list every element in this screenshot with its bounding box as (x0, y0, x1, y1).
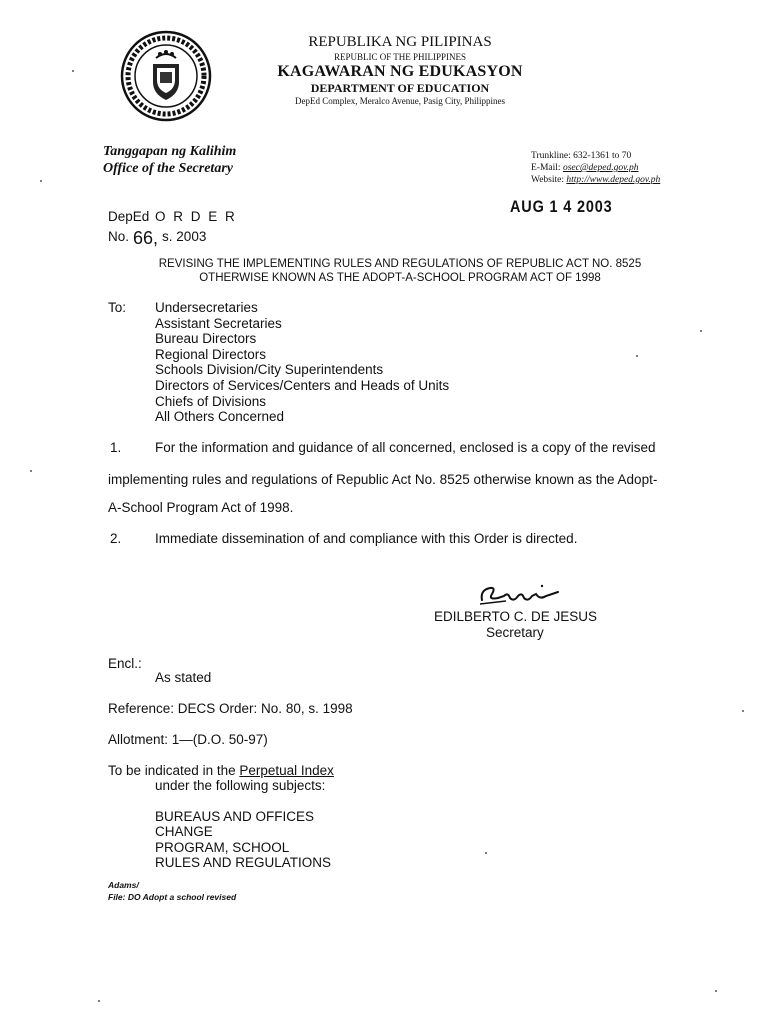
trunkline-value: 632-1361 to 70 (573, 151, 632, 161)
website-row (531, 174, 660, 186)
recipient-item: Assistant Secretaries (155, 315, 282, 331)
order-series: s. 2003 (162, 229, 207, 244)
order-prefix: DepEd (108, 209, 150, 224)
paragraph-2-line-1: Immediate dissemination of and compliance with this Order is directed. (155, 531, 578, 546)
signatory-title: Secretary (486, 625, 544, 640)
scan-speck (636, 355, 638, 357)
signatory-name: EDILBERTO C. DE JESUS (434, 609, 598, 624)
order-heading (108, 209, 237, 224)
website-link[interactable]: http://www.deped.gov.ph (566, 175, 661, 185)
paragraph-1-line-2: implementing rules and regulations of Republic Act No. 8525 otherwise known as the Adopt- (108, 472, 658, 487)
paragraph-1-line-3: A-School Program Act of 1998. (108, 500, 294, 515)
scan-speck (700, 330, 702, 332)
reference-line: Reference: DECS Order: No. 80, s. 1998 (108, 701, 353, 716)
index-subject-item: RULES AND REGULATIONS (155, 855, 332, 871)
scan-speck (485, 852, 487, 854)
email-label: E-Mail: (531, 163, 561, 173)
index-subject-item: PROGRAM, SCHOOL (155, 839, 290, 855)
email-row (531, 162, 660, 174)
contact-block (531, 150, 660, 186)
recipient-item: Undersecretaries (155, 300, 258, 315)
scan-speck (715, 990, 717, 992)
perpetual-index-line (108, 763, 334, 778)
index-subjects-list (155, 809, 331, 871)
file-note: File: DO Adopt a school revised (108, 892, 237, 902)
recipients-list (155, 300, 449, 425)
paragraph-1-line-1: For the information and guidance of all concerned, enclosed is a copy of the revised (155, 440, 656, 455)
scan-speck (40, 180, 42, 182)
recipient-item: Bureau Directors (155, 331, 257, 347)
initials-note: Adams/ (108, 880, 139, 890)
date-stamp: AUG 1 4 2003 (510, 197, 613, 216)
scan-speck (30, 470, 32, 472)
index-subject-item: BUREAUS AND OFFICES (155, 809, 315, 824)
republic-english: REPUBLIC OF THE PHILIPPINES (333, 52, 467, 62)
scan-speck (98, 1000, 100, 1002)
recipient-item: Chiefs of Divisions (155, 393, 267, 409)
recipient-item: All Others Concerned (155, 409, 285, 425)
order-title: O R D E R (155, 209, 237, 224)
deped-seal-logo (120, 30, 212, 122)
trunkline-label: Trunkline: (531, 151, 571, 161)
scan-speck (72, 70, 74, 72)
order-no-label: No. (108, 229, 130, 244)
recipient-item: Schools Division/City Superintendents (155, 362, 384, 378)
order-number-line (108, 225, 206, 246)
republic-filipino: REPUBLIKA NG PILIPINAS (308, 34, 492, 50)
order-number: 66, (133, 228, 159, 248)
department-filipino: KAGAWARAN NG EDUKASYON (277, 63, 523, 80)
email-link[interactable]: osec@deped.gov.ph (562, 163, 639, 173)
scan-speck (742, 710, 744, 712)
perpetual-index-subtitle: under the following subjects: (155, 778, 326, 793)
recipient-item: Directors of Services/Centers and Heads of Units (155, 377, 450, 393)
website-label: Website: (531, 175, 565, 185)
enclosure-value: As stated (155, 670, 212, 685)
department-english: DEPARTMENT OF EDUCATION (310, 81, 490, 95)
recipient-item: Regional Directors (155, 346, 267, 362)
perpetual-index-link: Perpetual Index (239, 763, 334, 778)
index-subject-item: CHANGE (155, 824, 213, 840)
trunkline-row (531, 150, 660, 162)
perpetual-prefix: To be indicated in the (108, 763, 240, 778)
office-english: Office of the Secretary (103, 161, 233, 176)
paragraph-2-number: 2. (110, 531, 122, 546)
allotment-line: Allotment: 1—(D.O. 50-97) (108, 732, 268, 747)
subject-line-1: REVISING THE IMPLEMENTING RULES AND REGULATIONS OF REPUBLIC ACT NO. 8525 (158, 258, 642, 270)
office-filipino: Tanggapan ng Kalihim (103, 144, 237, 159)
handwritten-signature (476, 578, 566, 608)
department-address: DepEd Complex, Meralco Avenue, Pasig City, Philippines (295, 96, 505, 106)
paragraph-1-number: 1. (110, 440, 122, 455)
enclosure-label: Encl.: (108, 656, 142, 671)
recipients-label: To: (108, 300, 127, 315)
subject-line-2: OTHERWISE KNOWN AS THE ADOPT-A-SCHOOL PROGRAM ACT OF 1998 (199, 272, 601, 284)
